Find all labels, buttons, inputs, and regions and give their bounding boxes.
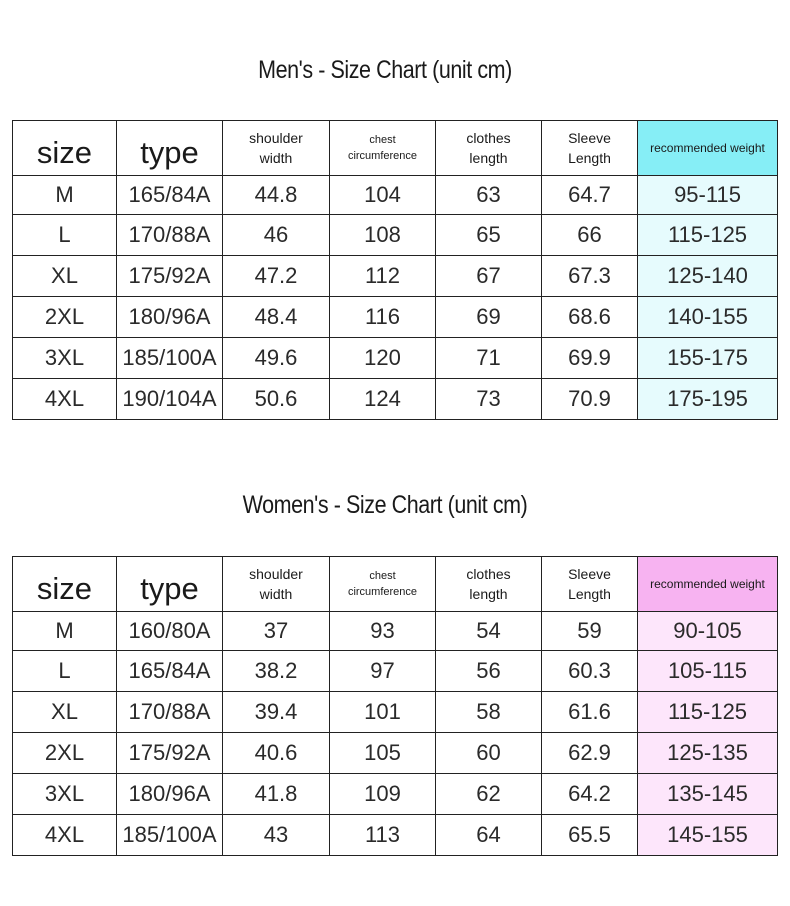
header-recommended-weight: recommended weight [638,557,778,612]
table-row [13,215,778,256]
header-type: type [117,121,223,176]
cell-weight: 135-145 [638,774,778,815]
cell-size: M [13,612,117,651]
header-chest-circumference [330,557,436,612]
cell-weight: 125-135 [638,733,778,774]
cell-weight: 115-125 [638,215,778,256]
header-clothes-line2: length [469,586,508,602]
table-row [13,297,778,338]
cell-shoulder: 47.2 [223,256,330,297]
cell-shoulder: 39.4 [223,692,330,733]
cell-size: L [13,215,117,256]
table-header-row [13,557,778,612]
cell-chest: 97 [330,651,436,692]
cell-type: 175/92A [117,733,223,774]
women-size-chart-title: Women's - Size Chart (unit cm) [242,491,528,519]
cell-weight: 95-115 [638,176,778,215]
header-chest-line1: chest [369,134,396,146]
cell-chest: 109 [330,774,436,815]
cell-clothes: 62 [436,774,542,815]
table-row [13,612,778,651]
cell-weight: 105-115 [638,651,778,692]
cell-type: 170/88A [117,692,223,733]
cell-type: 180/96A [117,297,223,338]
header-sleeve-length [542,557,638,612]
header-chest-line1: chest [369,570,396,582]
table-row [13,692,778,733]
cell-sleeve: 67.3 [542,256,638,297]
cell-weight: 175-195 [638,379,778,420]
women-size-table [12,556,778,856]
cell-size: L [13,651,117,692]
cell-shoulder: 44.8 [223,176,330,215]
cell-clothes: 69 [436,297,542,338]
table-row [13,774,778,815]
cell-clothes: 60 [436,733,542,774]
cell-clothes: 65 [436,215,542,256]
cell-chest: 113 [330,815,436,856]
header-shoulder-line1: shoulder [249,130,303,146]
cell-sleeve: 68.6 [542,297,638,338]
cell-sleeve: 65.5 [542,815,638,856]
cell-type: 165/84A [117,651,223,692]
header-chest-circumference [330,121,436,176]
cell-chest: 120 [330,338,436,379]
header-clothes-line2: length [469,150,508,166]
cell-type: 185/100A [117,815,223,856]
cell-sleeve: 69.9 [542,338,638,379]
table-row [13,379,778,420]
cell-chest: 124 [330,379,436,420]
cell-size: M [13,176,117,215]
men-size-table [12,120,778,420]
cell-clothes: 63 [436,176,542,215]
header-chest-line2: circumference [347,150,418,162]
header-clothes-line1: clothes [466,566,511,582]
header-shoulder-line2: width [259,150,293,166]
cell-shoulder: 46 [223,215,330,256]
cell-size: 4XL [13,379,117,420]
cell-chest: 104 [330,176,436,215]
cell-size: 2XL [13,733,117,774]
header-shoulder-line2: width [259,586,293,602]
cell-chest: 116 [330,297,436,338]
cell-shoulder: 38.2 [223,651,330,692]
cell-sleeve: 62.9 [542,733,638,774]
cell-shoulder: 49.6 [223,338,330,379]
table-row [13,815,778,856]
cell-clothes: 56 [436,651,542,692]
cell-type: 180/96A [117,774,223,815]
cell-clothes: 71 [436,338,542,379]
header-clothes-length [436,557,542,612]
header-size: size [13,557,117,612]
cell-chest: 93 [330,612,436,651]
cell-clothes: 64 [436,815,542,856]
cell-type: 160/80A [117,612,223,651]
cell-chest: 108 [330,215,436,256]
header-size: size [13,121,117,176]
header-sleeve-line2: Length [568,586,611,602]
header-clothes-line1: clothes [466,130,511,146]
cell-shoulder: 40.6 [223,733,330,774]
cell-weight: 145-155 [638,815,778,856]
header-shoulder-line1: shoulder [249,566,303,582]
header-sleeve-length [542,121,638,176]
cell-size: 2XL [13,297,117,338]
table-row [13,338,778,379]
table-row [13,733,778,774]
header-chest-line2: circumference [347,586,418,598]
cell-weight: 140-155 [638,297,778,338]
header-sleeve-line2: Length [568,150,611,166]
cell-weight: 90-105 [638,612,778,651]
cell-sleeve: 66 [542,215,638,256]
cell-weight: 155-175 [638,338,778,379]
cell-clothes: 54 [436,612,542,651]
cell-type: 190/104A [117,379,223,420]
cell-type: 175/92A [117,256,223,297]
header-clothes-length [436,121,542,176]
table-row [13,256,778,297]
cell-size: XL [13,692,117,733]
cell-chest: 105 [330,733,436,774]
cell-shoulder: 50.6 [223,379,330,420]
header-sleeve-line1: Sleeve [568,130,611,146]
header-type: type [117,557,223,612]
table-row [13,176,778,215]
cell-sleeve: 64.2 [542,774,638,815]
cell-size: 3XL [13,338,117,379]
cell-clothes: 67 [436,256,542,297]
cell-chest: 112 [330,256,436,297]
cell-sleeve: 61.6 [542,692,638,733]
header-sleeve-line1: Sleeve [568,566,611,582]
header-shoulder-width [223,121,330,176]
cell-type: 185/100A [117,338,223,379]
cell-sleeve: 64.7 [542,176,638,215]
cell-weight: 125-140 [638,256,778,297]
cell-shoulder: 48.4 [223,297,330,338]
cell-shoulder: 43 [223,815,330,856]
table-header-row [13,121,778,176]
cell-weight: 115-125 [638,692,778,733]
table-row [13,651,778,692]
cell-sleeve: 59 [542,612,638,651]
cell-clothes: 73 [436,379,542,420]
header-shoulder-width [223,557,330,612]
cell-shoulder: 41.8 [223,774,330,815]
cell-size: 3XL [13,774,117,815]
header-recommended-weight: recommended weight [638,121,778,176]
cell-sleeve: 60.3 [542,651,638,692]
cell-sleeve: 70.9 [542,379,638,420]
cell-size: 4XL [13,815,117,856]
cell-clothes: 58 [436,692,542,733]
cell-type: 170/88A [117,215,223,256]
cell-size: XL [13,256,117,297]
cell-chest: 101 [330,692,436,733]
cell-type: 165/84A [117,176,223,215]
men-size-chart-title: Men's - Size Chart (unit cm) [258,56,512,84]
cell-shoulder: 37 [223,612,330,651]
